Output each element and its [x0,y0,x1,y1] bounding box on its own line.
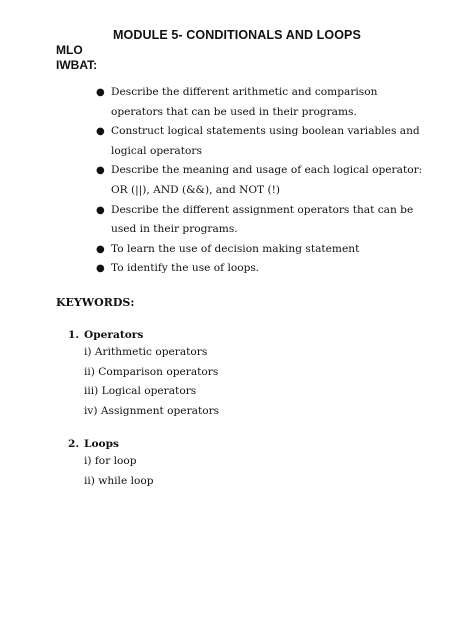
module-title: MODULE 5- CONDITIONALS AND LOOPS [113,28,361,42]
bullet-icon: ● [96,126,105,138]
keyword-section-operators [68,327,219,421]
section-heading [68,327,219,343]
objective-item [95,83,425,122]
sub-item: iii) Logical operators [84,385,197,398]
bullet-icon: ● [96,243,105,255]
section-title: Operators [84,329,144,341]
section-number: 1. [68,329,80,341]
objective-text: To learn the use of decision making statement [111,242,360,255]
objective-item [95,161,425,200]
objective-item [95,240,425,260]
section-heading [68,436,154,452]
objectives-list [95,83,425,279]
keywords-heading: KEYWORDS: [56,296,135,309]
sub-item: ii) Comparison operators [84,365,219,378]
section-number: 2. [68,438,80,450]
sub-item-list [68,452,154,491]
section-title: Loops [84,438,119,450]
sub-item: iv) Assignment operators [84,404,220,417]
bullet-icon: ● [96,87,105,98]
bullet-icon: ● [96,165,105,177]
sub-item: i) for loop [84,455,137,467]
objective-text: Construct logical statements using boolean variables and logical operators [111,125,420,157]
objective-text: Describe the meaning and usage of each logical operator: OR (||), AND (&&), and NOT (!) [111,164,423,196]
sub-item: ii) while loop [84,474,154,487]
objective-item [95,259,425,279]
sub-item-list [68,343,219,421]
objective-text: Describe the different arithmetic and comparison operators that can be used in their programs. [111,86,378,118]
mlo-label: MLO [56,43,83,57]
bullet-icon: ● [96,263,105,275]
objective-text: To identify the use of loops. [111,262,260,275]
objective-item [95,201,425,240]
objective-text: Describe the different assignment operators that can be used in their programs. [111,203,414,236]
sub-item: i) Arithmetic operators [84,346,208,358]
keyword-section-loops [68,436,154,491]
iwbat-label: IWBAT: [56,58,98,72]
objective-item [95,122,425,161]
bullet-icon: ● [96,204,105,216]
